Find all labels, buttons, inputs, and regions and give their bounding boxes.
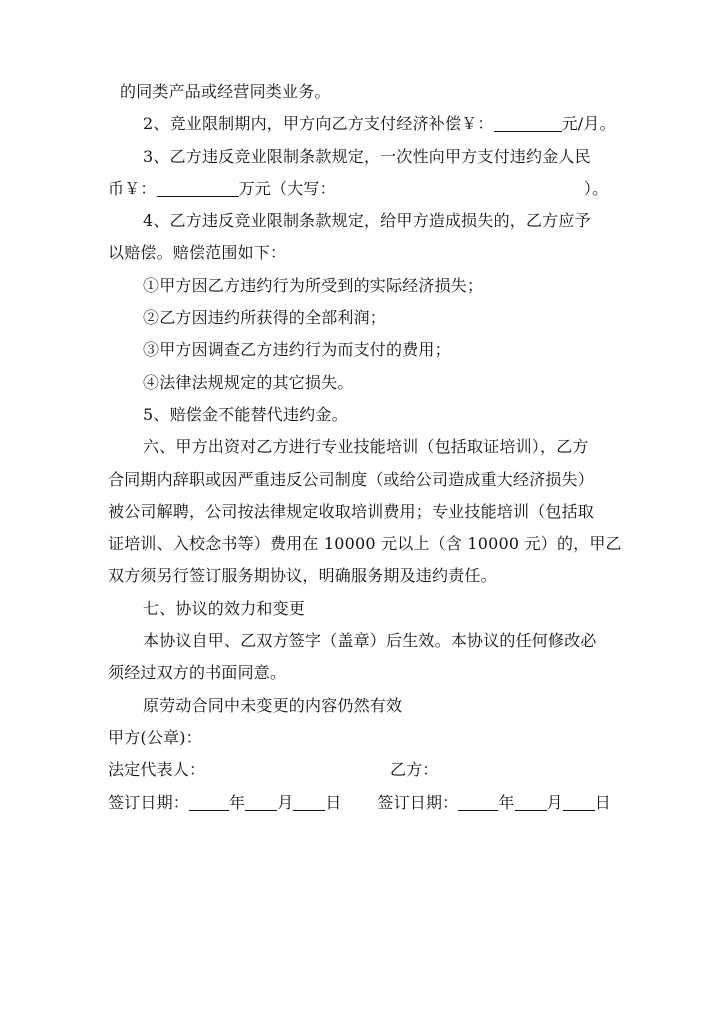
signature-row (108, 754, 611, 786)
month-blank (515, 792, 547, 811)
list-item: ①甲方因乙方违约行为所受到的实际经济损失； (143, 275, 484, 295)
legal-representative-label: 法定代表人： (108, 760, 206, 780)
section-6: 六、甲方出资对乙方进行专业技能培训（包括取证培训），乙方 (143, 437, 589, 457)
list-item: ③甲方因调查乙方违约行为而支付的费用； (143, 340, 451, 360)
list-item: ④法律法规规定的其它损失。 (143, 372, 354, 392)
list-item: ②乙方因违约所获得的全部利润； (143, 308, 387, 328)
day-blank (563, 792, 595, 811)
party-a-seal: 甲方(公章)： (108, 727, 202, 747)
amount-in-words-blank (336, 179, 584, 197)
section-6-cont: 合同期内辞职或因严重违反公司制度（或给公司造成重大经济损失） (108, 469, 595, 489)
month-blank (245, 792, 277, 811)
party-b-date: 签订日期： 年 月 日 (377, 792, 611, 812)
section-6-cont: 双方须另行签订服务期协议，明确服务期及违约责任。 (108, 566, 497, 586)
clause-3-cont: 币￥： 万元（大写： ）。 (108, 178, 609, 198)
party-a-date: 签订日期： 年 月 日 (108, 792, 342, 812)
section-7-text: 本协议自甲、乙双方签字（盖章）后生效。本协议的任何修改必 (143, 631, 597, 651)
section-7-text-cont: 须经过双方的书面同意。 (108, 663, 287, 683)
penalty-amount-blank (157, 178, 239, 197)
year-blank (189, 792, 229, 811)
date-row (108, 787, 611, 819)
section-7-heading: 七、协议的效力和变更 (143, 598, 306, 618)
clause-4: 4、乙方违反竞业限制条款规定，给甲方造成损失的，乙方应予 (143, 211, 591, 231)
clause-2: 2、竞业限制期内，甲方向乙方支付经济补偿￥： 元/月。 (143, 114, 616, 134)
original-contract-note: 原劳动合同中未变更的内容仍然有效 (143, 695, 403, 715)
clause-5: 5、赔偿金不能替代违约金。 (143, 404, 348, 424)
section-6-cont: 证培训、入校念书等）费用在 10000 元以上（含 10000 元）的，甲乙 (108, 534, 622, 554)
year-blank (458, 792, 498, 811)
clause-3: 3、乙方违反竞业限制条款规定，一次性向甲方支付违约金人民 (143, 146, 591, 166)
paragraph-line: 的同类产品或经营同类业务。 (120, 82, 331, 101)
clause-4-cont: 以赔偿。赔偿范围如下： (108, 243, 287, 263)
contract-body (108, 76, 622, 819)
section-6-cont: 被公司解聘，公司按法律规定收取培训费用；专业技能培训（包括取 (108, 501, 595, 521)
party-b-label: 乙方： (390, 760, 439, 780)
compensation-blank (494, 113, 562, 132)
day-blank (293, 792, 325, 811)
